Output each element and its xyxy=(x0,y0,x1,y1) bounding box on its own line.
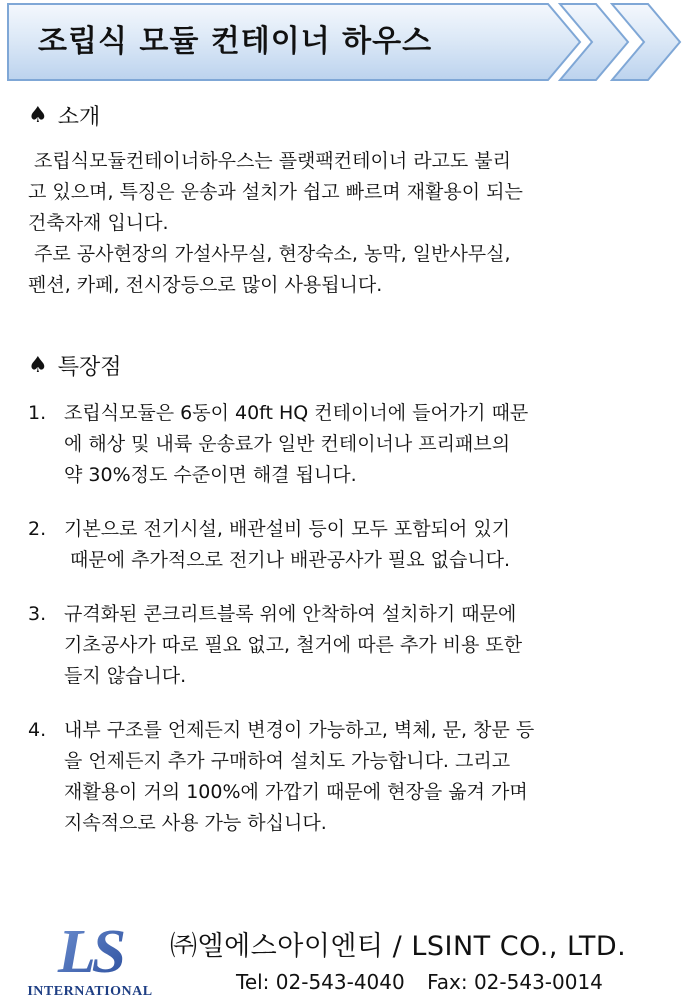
page-title: 조립식 모듈 컨테이너 하우스 xyxy=(38,24,433,59)
feature-line: 재활용이 거의 100%에 가깝기 때문에 현장을 옮겨 가며 xyxy=(64,781,528,803)
intro-heading-label: 소개 xyxy=(57,105,101,130)
feature-line: 조립식모듈은 6동이 40ft HQ 컨테이너에 들어가기 때문 xyxy=(64,402,529,424)
company-name: ㈜엘에스아이엔티 / LSINT CO., LTD. xyxy=(170,931,627,962)
feature-number: 3. xyxy=(28,603,47,625)
feature-item xyxy=(28,599,678,692)
intro-line: 펜션, 카페, 전시장등으로 많이 사용됩니다. xyxy=(28,274,383,296)
feature-line: 기초공사가 따로 필요 없고, 철거에 따른 추가 비용 또한 xyxy=(64,634,523,656)
feature-number: 4. xyxy=(28,719,47,741)
intro-body xyxy=(28,146,678,301)
feature-item xyxy=(28,514,678,576)
feature-line: 규격화된 콘크리트블록 위에 안착하여 설치하기 때문에 xyxy=(64,603,517,625)
feature-item xyxy=(28,398,678,491)
logo-subtext: INTERNATIONAL xyxy=(27,984,153,999)
feature-text xyxy=(64,398,678,491)
features-heading-label: 특장점 xyxy=(57,355,122,380)
phone-number: Tel: 02-543-4040 xyxy=(236,970,405,994)
feature-line: 때문에 추가적으로 전기나 배관공사가 필요 없습니다. xyxy=(64,549,511,571)
feature-text xyxy=(64,715,678,839)
feature-line: 약 30%정도 수준이면 해결 됩니다. xyxy=(64,464,357,486)
fax-number: Fax: 02-543-0014 xyxy=(427,970,603,994)
feature-text xyxy=(64,599,678,692)
feature-line: 을 언제든지 추가 구매하여 설치도 가능합니다. 그리고 xyxy=(64,750,511,772)
feature-line: 지속적으로 사용 가능 하십니다. xyxy=(64,812,327,834)
intro-line: 고 있으며, 특징은 운송과 설치가 쉽고 빠르며 재활용이 되는 xyxy=(28,181,523,203)
intro-line: 건축자재 입니다. xyxy=(28,212,169,234)
feature-line: 에 해상 및 내륙 운송료가 일반 컨테이너나 프리패브의 xyxy=(64,433,511,455)
company-logo xyxy=(22,920,162,1000)
spade-icon: ♠ xyxy=(28,102,48,128)
feature-line: 기본으로 전기시설, 배관설비 등이 모두 포함되어 있기 xyxy=(64,518,511,540)
intro-line: 조립식모듈컨테이너하우스는 플랫팩컨테이너 라고도 불리 xyxy=(28,150,512,172)
contact-info xyxy=(236,970,603,994)
intro-line: 주로 공사현장의 가설사무실, 현장숙소, 농막, 일반사무실, xyxy=(28,243,511,265)
feature-item xyxy=(28,715,678,839)
features-heading xyxy=(28,350,122,381)
feature-text xyxy=(64,514,678,576)
intro-heading xyxy=(28,100,100,131)
feature-number: 2. xyxy=(28,518,47,540)
features-list xyxy=(28,398,678,862)
feature-line: 내부 구조를 언제든지 변경이 가능하고, 벽체, 문, 창문 등 xyxy=(64,719,535,741)
feature-number: 1. xyxy=(28,402,47,424)
feature-line: 들지 않습니다. xyxy=(64,665,187,687)
logo-letters: LS xyxy=(57,920,123,986)
spade-icon: ♠ xyxy=(28,352,48,378)
